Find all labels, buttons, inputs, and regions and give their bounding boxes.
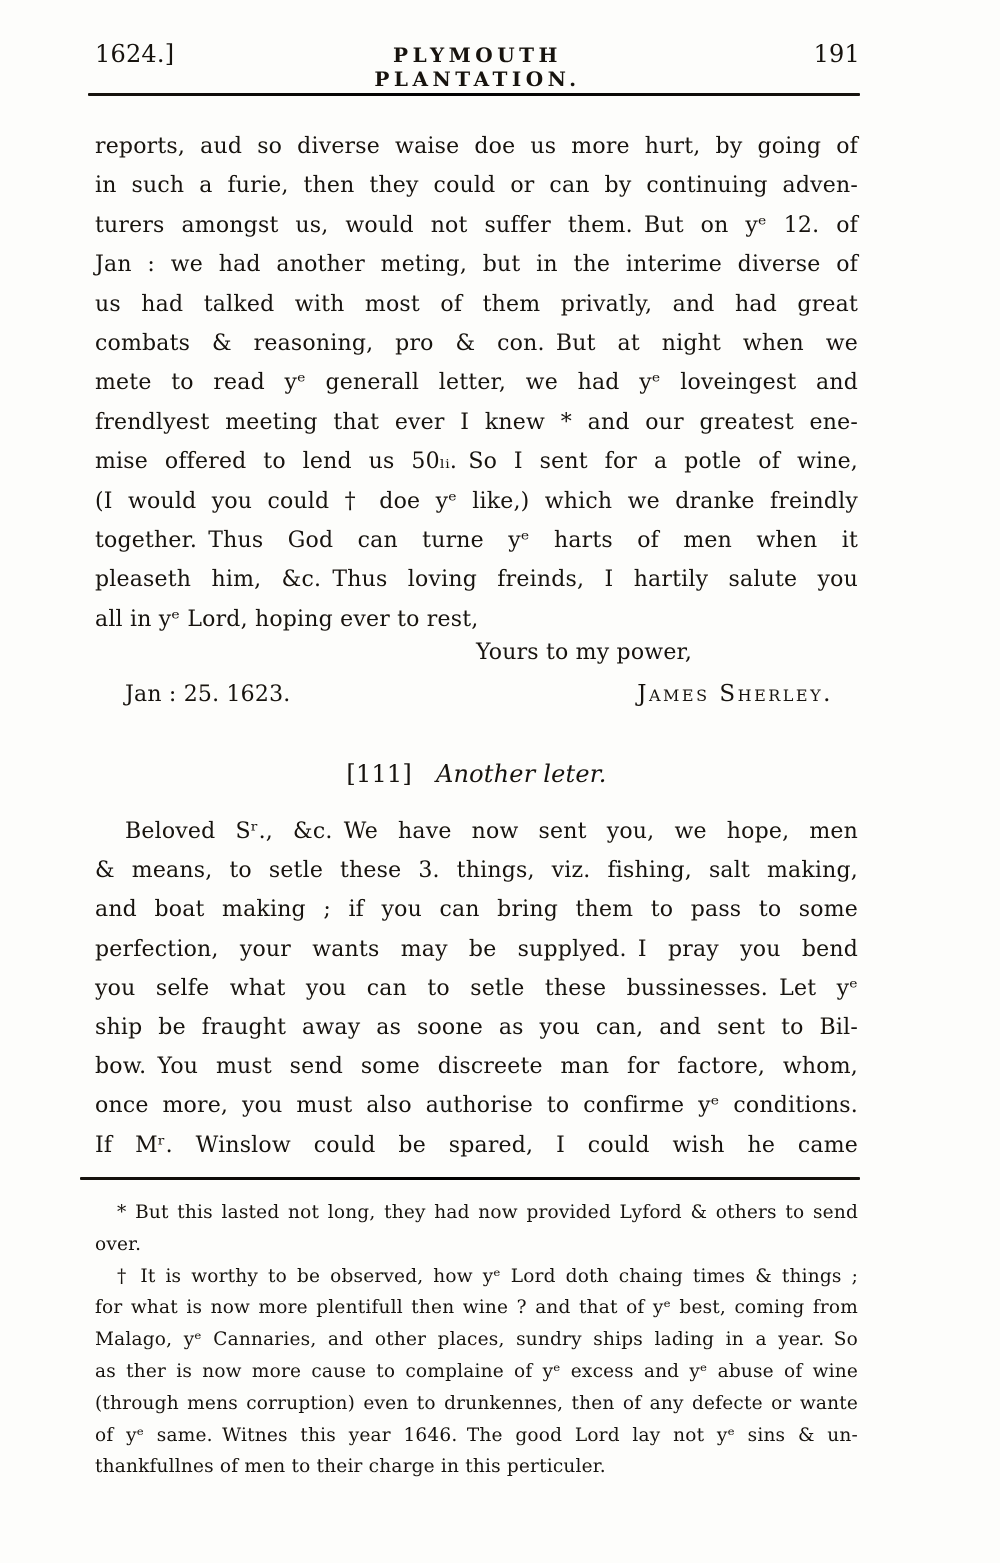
letter-1-body — [95, 127, 858, 639]
text-line: reports, aud so diverse waise doe us more hurt, by going of — [95, 134, 858, 159]
footnote-line: (through mens corruption) even to drunkennes, then of any defecte or wante — [95, 1392, 858, 1414]
text-line: mete to read yᵉ generall letter, we had yᵉ loveingest and — [95, 370, 858, 396]
text-line: all in yᵉ Lord, hoping ever to rest, — [95, 606, 479, 632]
footnote-line: as ther is now more cause to complaine of yᵉ excess and yᵉ abuse of wine — [95, 1360, 858, 1382]
footnote-line: † It is worthy to be observed, how yᵉ Lord doth chaing times & things ; — [117, 1265, 858, 1287]
footnote-line: for what is now more plentifull then wine ? and that of yᵉ best, coming from — [95, 1297, 858, 1319]
text-line: us had talked with most of them privatly, and had great — [95, 291, 858, 317]
footnote-rule — [80, 1177, 860, 1180]
letter-1-closing: Yours to my power, — [475, 640, 693, 665]
header-title: PLYMOUTH PLANTATION. — [374, 43, 581, 91]
text-line: frendlyest meeting that ever I knew * and our greatest ene- — [95, 409, 858, 435]
text-line: ship be fraught away as soone as you can, and sent to Bil- — [95, 1015, 858, 1041]
letter-2-body — [95, 812, 858, 1165]
text-line: together. Thus God can turne yᵉ harts of men when it — [95, 528, 858, 554]
footnote-line: over. — [95, 1233, 142, 1255]
header-year: 1624.] — [95, 40, 175, 68]
text-line: & means, to setle these 3. things, viz. fishing, salt making, — [95, 858, 858, 884]
text-line: you selfe what you can to setle these bussinesses. Let yᵉ — [95, 975, 858, 1001]
text-line: Jan : we had another meting, but in the interime diverse of — [95, 252, 858, 278]
footnote-line: thankfullnes of men to their charge in this perticuler. — [95, 1456, 606, 1478]
text-line: pleaseth him, &c. Thus loving freinds, I hartily salute you — [95, 567, 858, 593]
section-heading-title: Another leter. — [435, 760, 607, 788]
page-header — [95, 40, 860, 91]
section-heading — [95, 760, 858, 788]
text-line: turers amongst us, would not suffer them. But on yᵉ 12. of — [95, 212, 858, 238]
text-line: in such a furie, then they could or can by continuing adven- — [95, 173, 858, 199]
footnote-line: Malago, yᵉ Cannaries, and other places, sundry ships lading in a year. So — [95, 1329, 858, 1351]
text-line: perfection, your wants may be supplyed. I pray you bend — [95, 936, 858, 962]
text-line: once more, you must also authorise to confirme yᵉ conditions. — [95, 1093, 858, 1119]
footnote-line: of yᵉ same. Witnes this year 1646. The good Lord lay not yᵉ sins & un- — [95, 1424, 858, 1446]
header-page-number: 191 — [813, 40, 860, 68]
footnotes — [95, 1197, 858, 1483]
text-line: mise offered to lend us 50ₗᵢ. So I sent for a potle of wine, — [95, 449, 858, 475]
text-line: combats & reasoning, pro & con. But at night when we — [95, 331, 858, 357]
text-line: bow. You must send some discreete man for factore, whom, — [95, 1054, 858, 1080]
text-line: Beloved Sʳ., &c. We have now sent you, we hope, men — [125, 819, 858, 844]
section-heading-number: [111] — [346, 760, 412, 788]
letter-1-signature-row — [95, 681, 858, 707]
letter-1-signature: James Sherley. — [637, 681, 833, 707]
footnote-line: * But this lasted not long, they had now provided Lyford & others to send — [117, 1202, 858, 1223]
text-line: (I would you could † doe yᵉ like,) which we dranke freindly — [95, 488, 858, 514]
header-rule — [88, 93, 860, 96]
letter-1-date: Jan : 25. 1623. — [125, 682, 291, 707]
text-line: and boat making ; if you can bring them to pass to some — [95, 897, 858, 923]
text-line: If Mʳ. Winslow could be spared, I could wish he came — [95, 1132, 858, 1158]
